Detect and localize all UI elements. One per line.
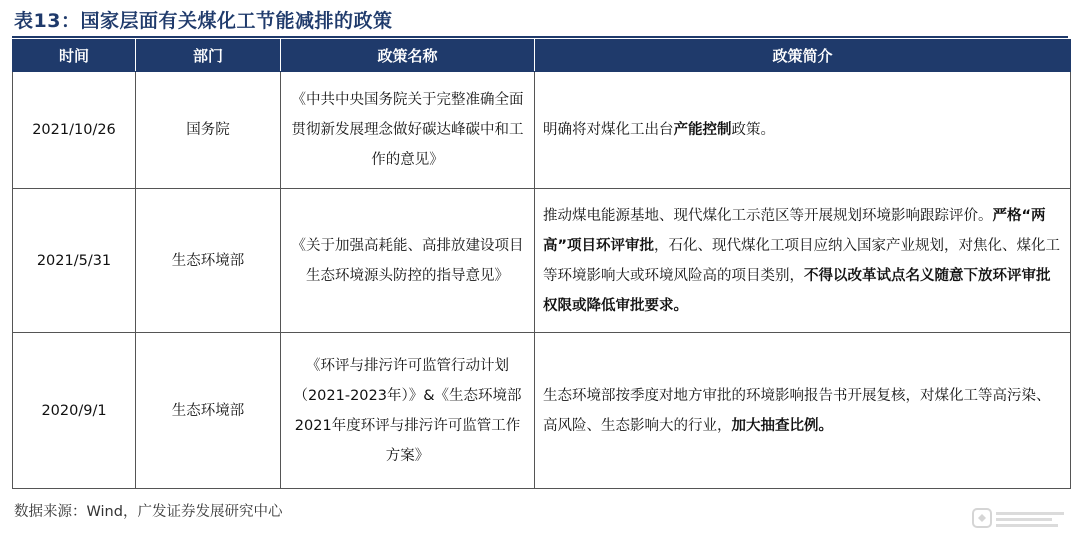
cell-policy-name: 《关于加强高耗能、高排放建设项目生态环境源头防控的指导意见》 — [281, 189, 535, 333]
summary-emphasis: 产能控制 — [673, 122, 732, 138]
cell-policy-summary — [535, 333, 1071, 489]
table-title: 表13：国家层面有关煤化工节能减排的政策 — [14, 10, 393, 32]
table-row — [13, 189, 1071, 333]
column-header-policy-summary: 政策简介 — [535, 40, 1071, 72]
summary-text: ，石化、现代煤化工项目应纳入国家产业规划，对焦化、煤化工等环境影响大或环境风险高的项目类别， — [543, 237, 1061, 284]
cell-date: 2021/5/31 — [13, 189, 136, 333]
cell-policy-name: 《中共中央国务院关于完整准确全面贯彻新发展理念做好碳达峰碳中和工作的意见》 — [281, 72, 535, 189]
table-row — [13, 72, 1071, 189]
summary-text: 政策。 — [731, 122, 775, 138]
source-note: 数据来源：Wind，广发证券发展研究中心 — [14, 504, 283, 520]
summary-text: 生态环境部按季度对地方审批的环境影响报告书开展复核，对煤化工等高污染、高风险、生态影响大的行业， — [543, 387, 1051, 434]
column-header-dept: 部门 — [136, 40, 281, 72]
cell-dept: 生态环境部 — [136, 189, 281, 333]
cell-date: 2021/10/26 — [13, 72, 136, 189]
gelonghui-logo-icon — [972, 507, 1068, 529]
cell-dept: 生态环境部 — [136, 333, 281, 489]
summary-emphasis: 不得以改革试点名义随意下放环评审批权限或降低审批要求。 — [543, 267, 1051, 314]
summary-emphasis: 加大抽查比例。 — [731, 417, 833, 434]
cell-policy-summary — [535, 72, 1071, 189]
cell-policy-name: 《环评与排污许可监管行动计划（2021-2023年）》&《生态环境部2021年度环评与排污许可监管工作方案》 — [281, 333, 535, 489]
summary-text: 推动煤电能源基地、现代煤化工示范区等开展规划环境影响跟踪评价。 — [543, 207, 993, 224]
column-header-policy-name: 政策名称 — [281, 40, 535, 72]
policy-table — [12, 39, 1071, 489]
cell-dept: 国务院 — [136, 72, 281, 189]
table-row — [13, 333, 1071, 489]
column-header-date: 时间 — [13, 40, 136, 72]
summary-text: 明确将对煤化工出台 — [543, 122, 674, 138]
table-header-row — [13, 40, 1071, 72]
cell-policy-summary — [535, 189, 1071, 333]
cell-date: 2020/9/1 — [13, 333, 136, 489]
summary-emphasis: 严格“两高”项目环评审批 — [543, 207, 1046, 254]
title-divider — [12, 36, 1068, 38]
